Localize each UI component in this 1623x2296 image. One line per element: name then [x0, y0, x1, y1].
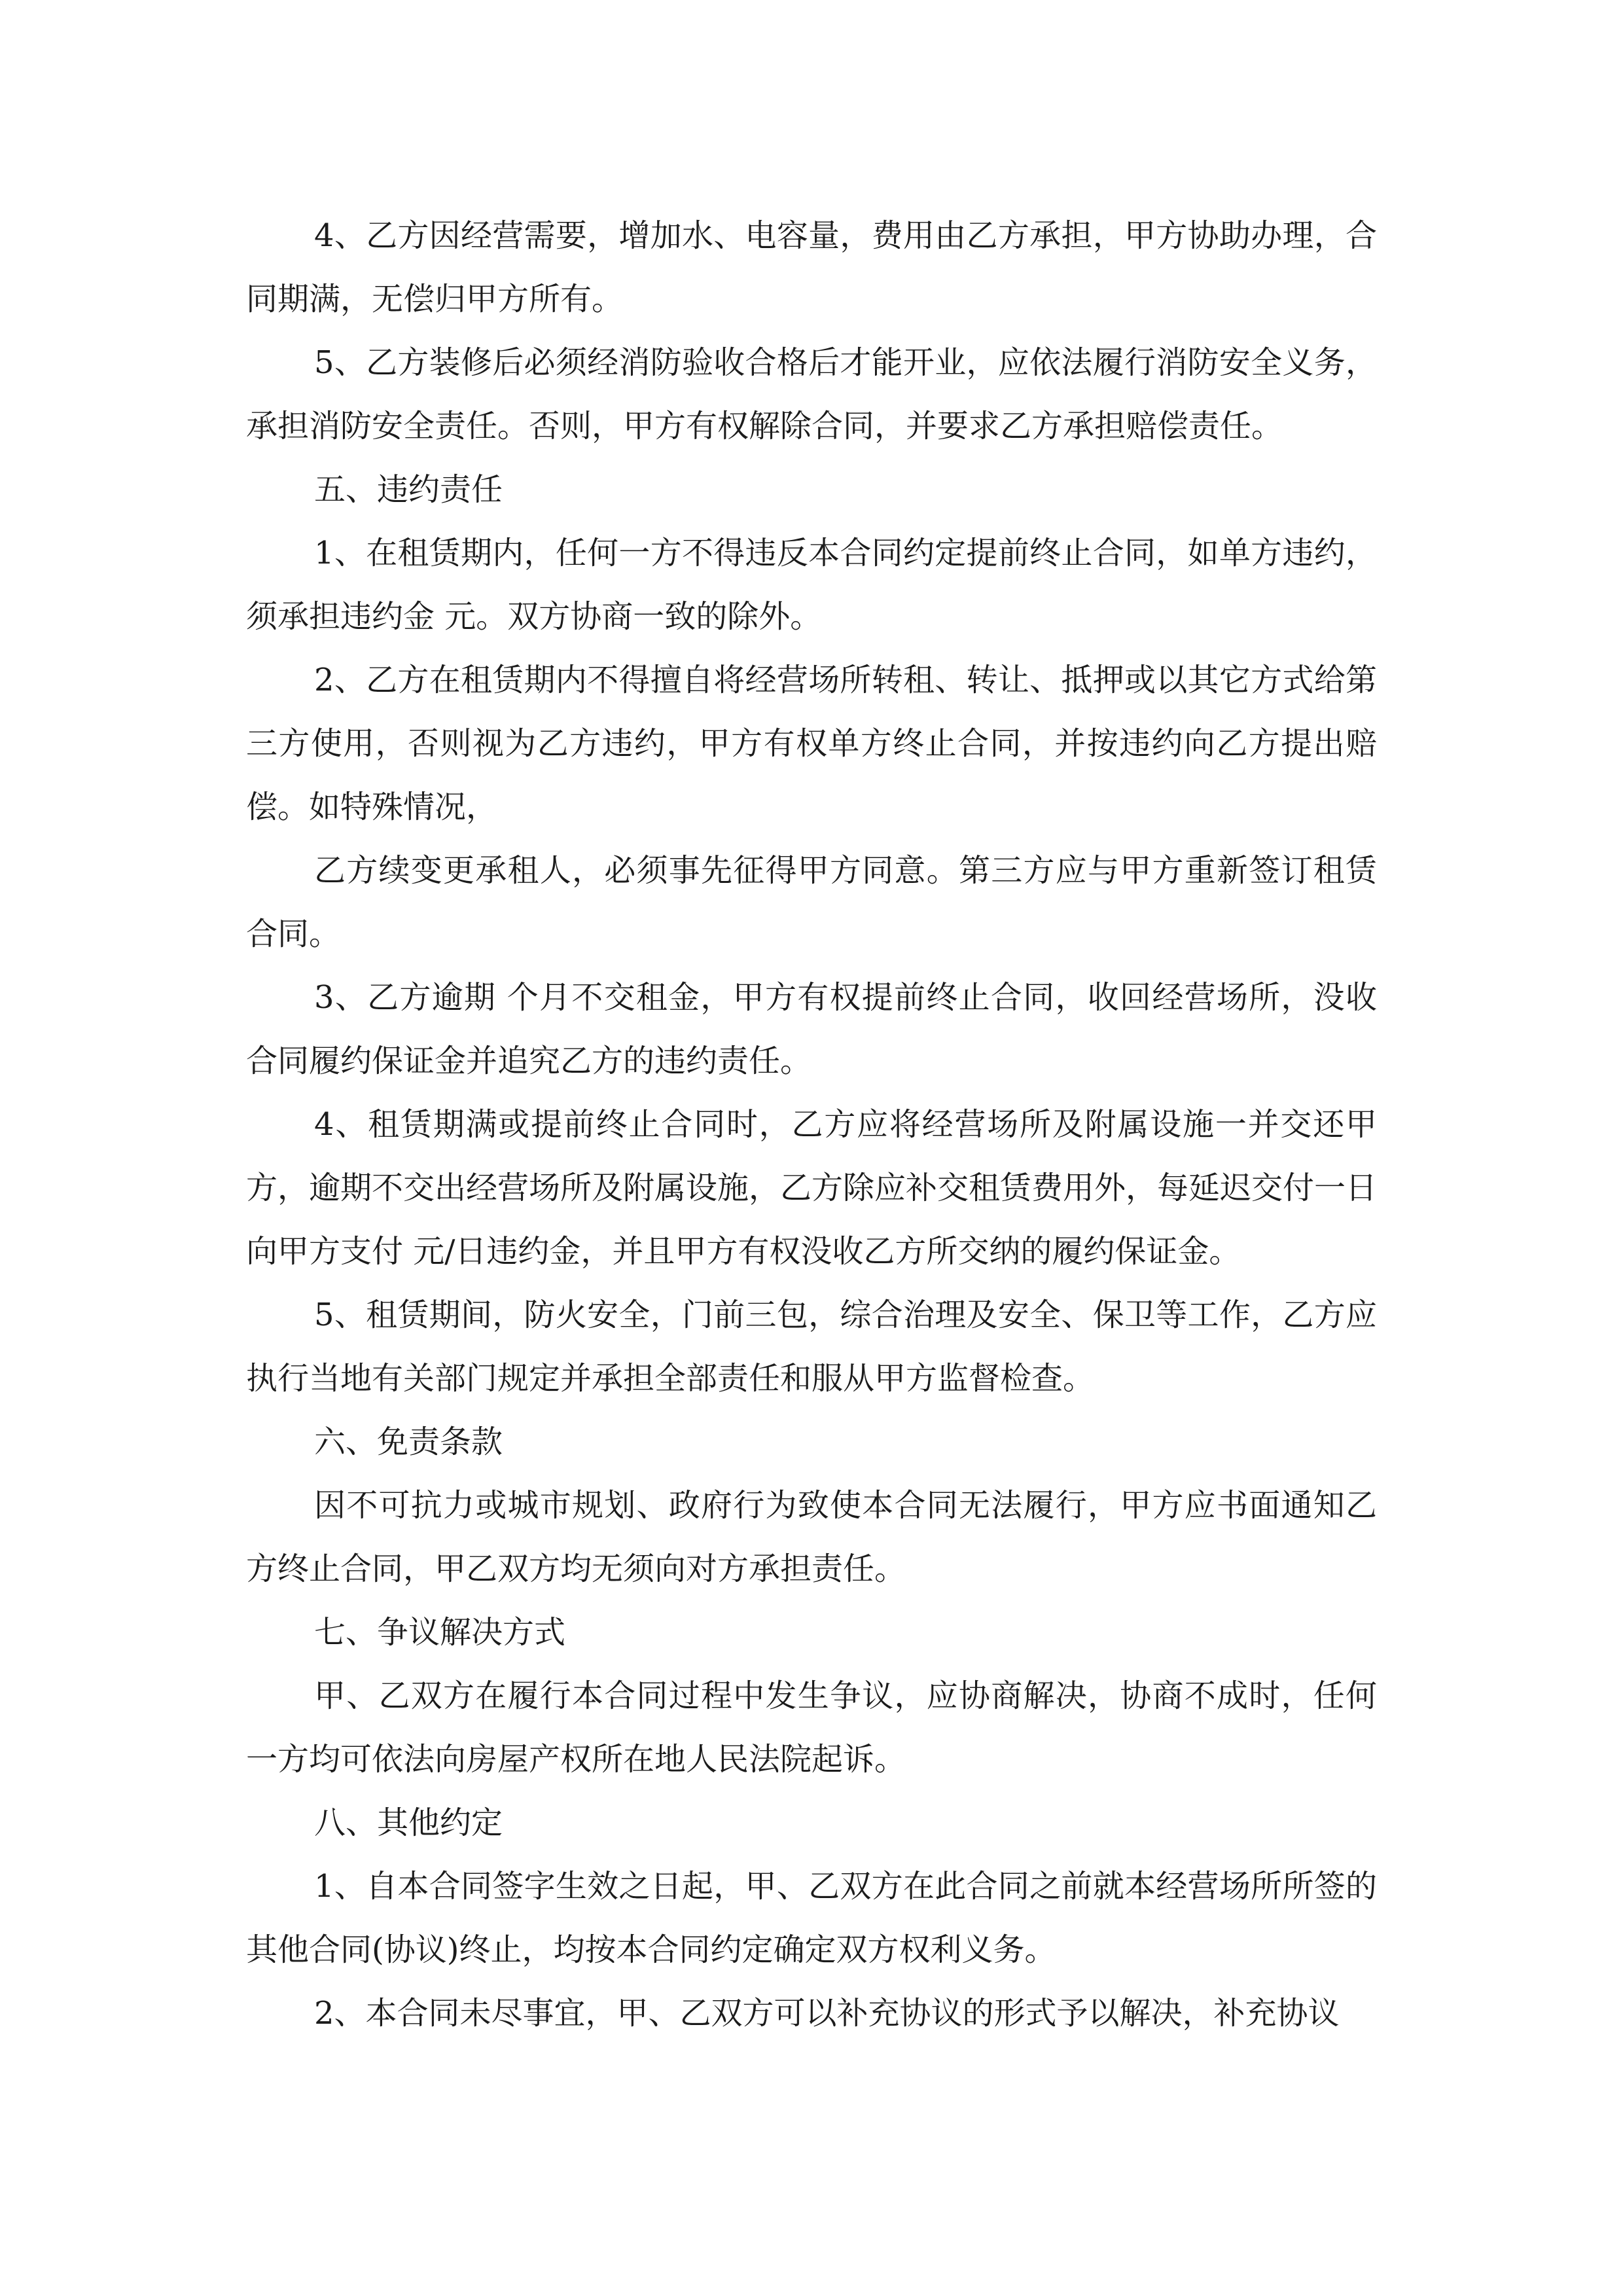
paragraph-dispute-resolution: 甲、乙双方在履行本合同过程中发生争议，应协商解决，协商不成时，任何一方均可依法向房屋产权所在地人民法院起诉。 [246, 1677, 1377, 1778]
paragraph-exemption: 因不可抗力或城市规划、政府行为致使本合同无法履行，甲方应书面通知乙方终止合同，甲乙双方均无须向对方承担责任。 [246, 1487, 1377, 1587]
section-heading-other-agreements: 八、其他约定 [314, 1804, 503, 1841]
paragraph-breach-3: 3、乙方逾期 个月不交租金，甲方有权提前终止合同，收回经营场所，没收合同履约保证金并追究乙方的违约责任。 [246, 979, 1377, 1079]
section-heading-dispute-resolution: 七、争议解决方式 [314, 1614, 566, 1651]
paragraph-breach-4: 4、租赁期满或提前终止合同时，乙方应将经营场所及附属设施一并交还甲方，逾期不交出经营场所及附属设施，乙方除应补交租赁费用外，每延迟交付一日向甲方支付 元/日违约金，并且甲方有权没收乙方所交纳的履约保证金。 [246, 1106, 1378, 1270]
document-body [246, 204, 1377, 2045]
paragraph-clause-5-fire-safety: 5、乙方装修后必须经消防验收合格后才能开业，应依法履行消防安全义务，承担消防安全责任。否则，甲方有权解除合同，并要求乙方承担赔偿责任。 [246, 344, 1377, 444]
paragraph-other-1: 1、自本合同签字生效之日起，甲、乙双方在此合同之前就本经营场所所签的其他合同(协议)终止，均按本合同约定确定双方权利义务。 [246, 1868, 1377, 1968]
paragraph-breach-5: 5、租赁期间，防火安全，门前三包，综合治理及安全、保卫等工作，乙方应执行当地有关部门规定并承担全部责任和服从甲方监督检查。 [246, 1297, 1377, 1397]
section-heading-breach-liability: 五、违约责任 [314, 471, 503, 508]
paragraph-breach-2-continued: 乙方续变更承租人，必须事先征得甲方同意。第三方应与甲方重新签订租赁合同。 [246, 852, 1377, 952]
section-heading-exemption: 六、免责条款 [314, 1424, 503, 1460]
paragraph-clause-4-utilities: 4、乙方因经营需要，增加水、电容量，费用由乙方承担，甲方协助办理，合同期满，无偿归甲方所有。 [246, 217, 1377, 317]
paragraph-breach-2: 2、乙方在租赁期内不得擅自将经营场所转租、转让、抵押或以其它方式给第三方使用，否则视为乙方违约，甲方有权单方终止合同，并按违约向乙方提出赔偿。如特殊情况， [246, 662, 1377, 825]
paragraph-other-2: 2、本合同未尽事宜，甲、乙双方可以补充协议的形式予以解决，补充协议 [314, 1995, 1340, 2032]
paragraph-breach-1: 1、在租赁期内，任何一方不得违反本合同约定提前终止合同，如单方违约，须承担违约金 元。双方协商一致的除外。 [246, 535, 1377, 635]
